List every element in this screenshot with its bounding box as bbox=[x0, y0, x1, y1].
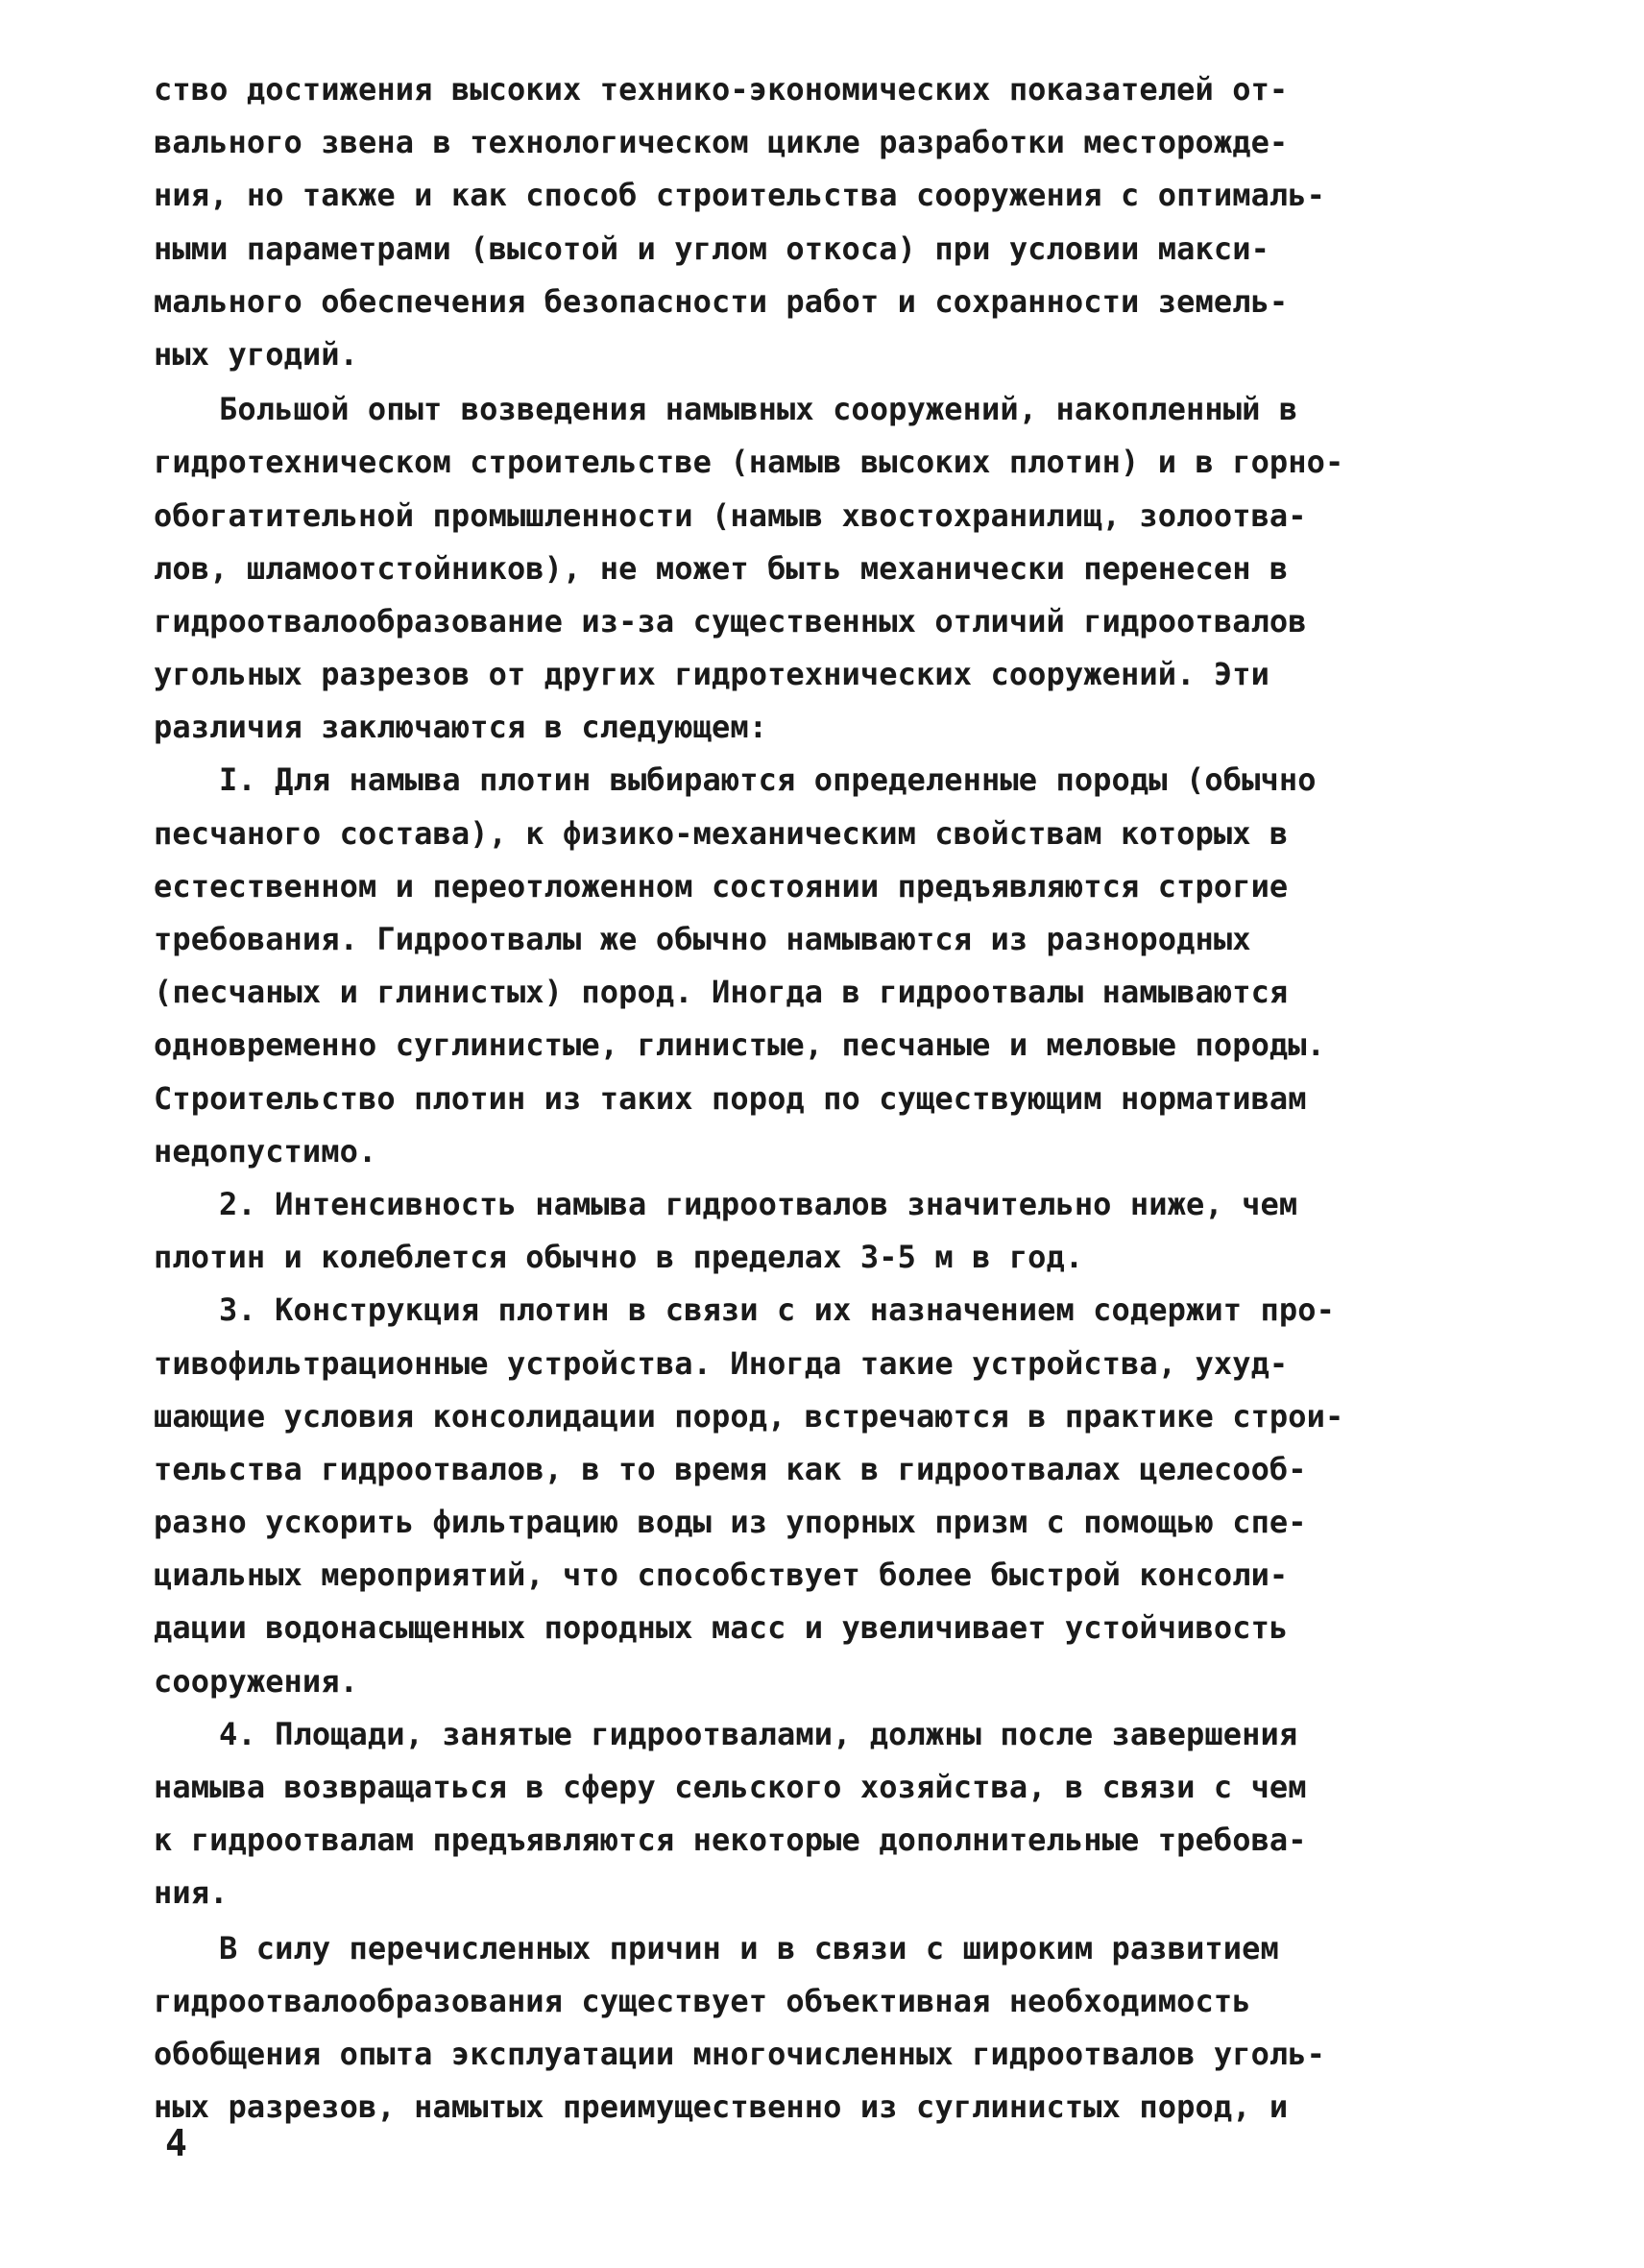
text-line: вального звена в технологическом цикле разработки месторожде- bbox=[154, 124, 1289, 161]
paragraph bbox=[154, 1178, 1517, 1284]
text-line: I. Для намыва плотин выбираются определенные породы (обычно bbox=[219, 761, 1317, 799]
text-line: В силу перечисленных причин и в связи с широким развитием bbox=[219, 1929, 1279, 1966]
text-line: тельства гидроотвалов, в то время как в гидроотвалах целесооб- bbox=[154, 1450, 1307, 1487]
text-line: сооружения. bbox=[154, 1662, 359, 1700]
text-line: гидроотвалообразование из-за существенных отличий гидроотвалов bbox=[154, 602, 1307, 639]
text-line: Большой опыт возведения намывных сооружений, накопленный в bbox=[219, 391, 1298, 428]
text-line: ными параметрами (высотой и углом откоса) при условии макси- bbox=[154, 229, 1269, 267]
text-line: ство достижения высоких технико-экономических показателей от- bbox=[154, 71, 1289, 108]
text-line: ных угодий. bbox=[154, 335, 359, 373]
text-line: гидроотвалообразования существует объективная необходимость bbox=[154, 1982, 1251, 2019]
text-line: Строительство плотин из таких пород по существующим нормативам bbox=[154, 1079, 1307, 1117]
text-line: угольных разрезов от других гидротехнических сооружений. Эти bbox=[154, 656, 1269, 693]
text-line: ния. bbox=[154, 1874, 229, 1912]
paragraph bbox=[154, 63, 1517, 381]
paragraph bbox=[154, 754, 1517, 1178]
text-line: намыва возвращаться в сферу сельского хозяйства, в связи с чем bbox=[154, 1769, 1307, 1805]
text-line: песчаного состава), к физико-механическим свойствам которых в bbox=[154, 814, 1289, 852]
paragraph bbox=[154, 1922, 1517, 2135]
text-line: (песчаных и глинистых) пород. Иногда в гидроотвалы намываются bbox=[154, 974, 1289, 1011]
text-line: плотин и колеблется обычно в пределах 3-5 м в год. bbox=[154, 1239, 1084, 1276]
text-line: гидротехническом строительстве (намыв высоких плотин) и в горно- bbox=[154, 444, 1344, 481]
paragraph bbox=[154, 1284, 1517, 1708]
text-line: ния, но также и как способ строительства сооружения с оптималь- bbox=[154, 177, 1326, 214]
text-line: естественном и переотложенном состоянии предъявляются строгие bbox=[154, 867, 1289, 905]
paragraph bbox=[154, 1708, 1517, 1920]
text-line: различия заключаются в следующем: bbox=[154, 709, 768, 746]
text-line: лов, шламоотстойников), не может быть механически перенесен в bbox=[154, 549, 1289, 587]
text-line: 3. Конструкция плотин в связи с их назначением содержит про- bbox=[219, 1291, 1335, 1329]
text-line: дации водонасыщенных породных масс и увеличивает устойчивость bbox=[154, 1609, 1289, 1647]
body-text bbox=[154, 63, 1517, 2134]
text-line: циальных мероприятий, что способствует более быстрой консоли- bbox=[154, 1556, 1289, 1594]
text-line: недопустимо. bbox=[154, 1132, 377, 1170]
text-line: разно ускорить фильтрацию воды из упорных призм с помощью спе- bbox=[154, 1504, 1307, 1541]
page-number: 4 bbox=[165, 2122, 187, 2164]
text-line: 2. Интенсивность намыва гидроотвалов значительно ниже, чем bbox=[219, 1185, 1298, 1222]
text-line: тивофильтрационные устройства. Иногда такие устройства, ухуд- bbox=[154, 1344, 1289, 1382]
text-line: 4. Площади, занятые гидроотвалами, должны после завершения bbox=[219, 1715, 1298, 1752]
text-line: требования. Гидроотвалы же обычно намываются из разнородных bbox=[154, 921, 1251, 957]
text-line: к гидроотвалам предъявляются некоторые дополнительные требова- bbox=[154, 1822, 1307, 1859]
text-line: обогатительной промышленности (намыв хвостохранилищ, золоотва- bbox=[154, 496, 1307, 534]
text-line: ных разрезов, намытых преимущественно из суглинистых пород, и bbox=[154, 2088, 1289, 2126]
text-line: шающие условия консолидации пород, встречаются в практике строи- bbox=[154, 1397, 1344, 1435]
text-line: мального обеспечения безопасности работ и сохранности земель- bbox=[154, 282, 1289, 320]
text-line: обобщения опыта эксплуатации многочисленных гидроотвалов уголь- bbox=[154, 2035, 1326, 2072]
paragraph bbox=[154, 383, 1517, 754]
text-line: одновременно суглинистые, глинистые, песчаные и меловые породы. bbox=[154, 1026, 1326, 1064]
